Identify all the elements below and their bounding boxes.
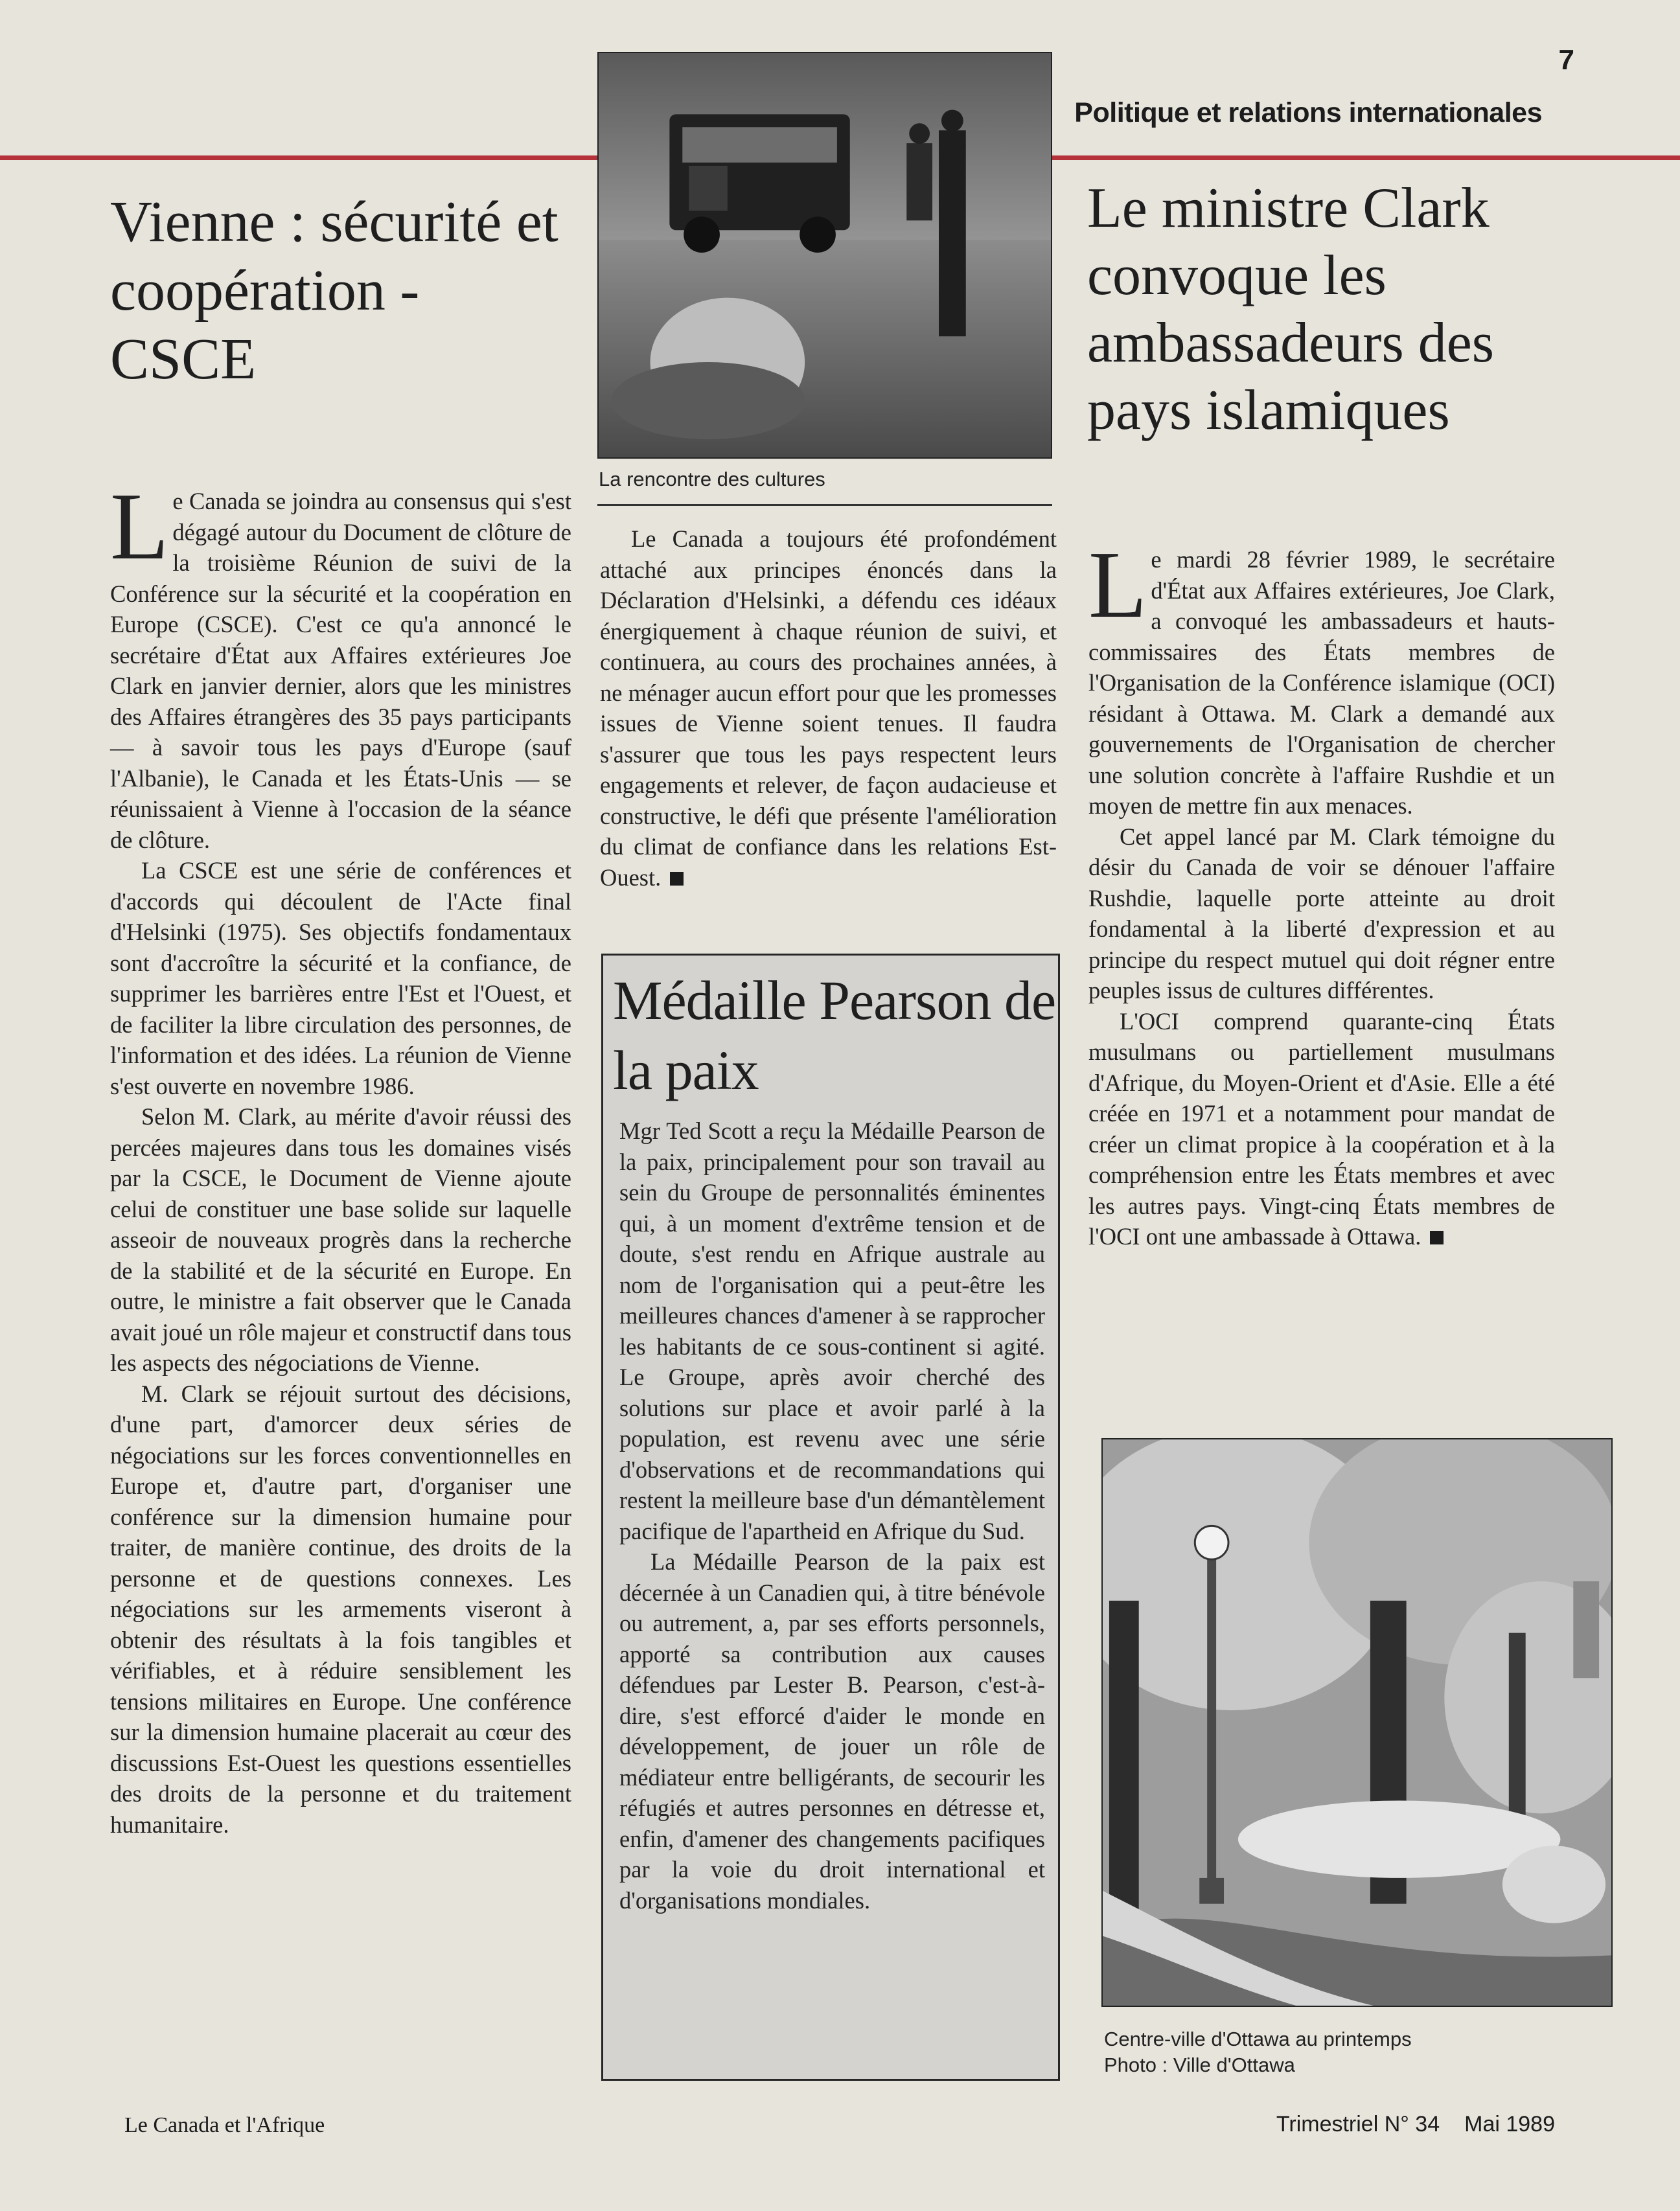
sidebar-paragraph-1: Mgr Ted Scott a reçu la Médaille Pearson de la paix, principalement pour son travail au sein du Groupe de personnalités éminentes qui, à un moment d'extrême tension et de doute, s'est rendu en Afrique australe au nom de l'organisation qui a peut-être les meilleures chances d'amener à se rapprocher les habitants de ce sous-continent si agité. Le Groupe, après avoir cherché des solutions sur place et avoir parlé à la population, est revenu avec une série d'observations et de recommandations qui restent la meilleure base d'un démantèlement pacifique de l'apartheid en Afrique du Sud. xyxy=(619,1117,1045,1544)
sidebar-body xyxy=(619,1116,1045,1916)
right-paragraph-3: L'OCI comprend quarante-cinq États musulmans ou partiellement musulmans d'Afrique, du Moyen-Orient et d'Asie. Elle a été créée en 1971 et a notamment pour mandat de créer un climat propice à la coopération et à la compréhension entre les États membres et avec les autres pays. Vingt-cinq États membres de l'OCI ont une ambassade à Ottawa. xyxy=(1088,1007,1555,1250)
photo-ottawa-caption xyxy=(1104,2026,1558,2078)
sidebar-paragraph-2: La Médaille Pearson de la paix est décernée à un Canadien qui, à titre bénévole ou autrement, a, par ses efforts personnels, apporté sa contribution aux causes défendues par Lester B. Pearson, c'est-à-dire, s'est efforcé d'aider le monde en développement, de jouer un rôle de médiateur entre belligérants, de secourir les réfugiés et autres personnes en détresse et, enfin, d'amener des changements pacifiques par la voie du droit international et d'organisations mondiales. xyxy=(619,1548,1045,1914)
sidebar-title: Médaille Pearson de la paix xyxy=(613,969,1056,1101)
red-rule-right xyxy=(1052,155,1680,160)
footer-publication: Le Canada et l'Afrique xyxy=(124,2113,325,2137)
page-number: 7 xyxy=(1558,44,1574,76)
right-paragraph-1: Le mardi 28 février 1989, le secrétaire d'État aux Affaires extérieures, Joe Clark, a convoqué les ambassadeurs et hauts-commissaires des États membres de l'Organisation de la Conférence islamique (OCI) résidant à Ottawa. M. Clark a demandé aux gouvernements de l'Organisation de chercher une solution concrète à l'affaire Rushdie et un moyen de mettre fin aux menaces. xyxy=(1088,532,1555,819)
photo-ottawa-caption-line-2: Photo : Ville d'Ottawa xyxy=(1104,2054,1295,2076)
left-article-body xyxy=(110,474,571,1840)
right-paragraph-2: Cet appel lancé par M. Clark témoigne du désir du Canada de voir se dénouer l'affaire Rushdie, laquelle porte atteinte au droit fondamental à la liberté d'expression et au principe du respect mutuel qui doit régner entre peuples issus de cultures différentes. xyxy=(1088,823,1555,1003)
right-dropcap: L xyxy=(1088,532,1147,638)
left-paragraph-4: M. Clark se réjouit surtout des décisions, d'une part, d'amorcer deux séries de négociations sur les forces conventionnelles en Europe et, d'autre part, d'organiser une conférence sur la dimension humaine pour traiter, de manière continue, des droits de la personne et de questions connexes. Les négociations sur les armements viseront à obtenir des résultats à la fois tangibles et vérifiables, et à réduire sensiblement les tensions militaires en Europe. Une conférence sur la dimension humaine placerait au cœur des discussions Est-Ouest les questions essentielles des droits de la personne et du traitement humanitaire. xyxy=(110,1380,571,1838)
photo-ottawa-illustration xyxy=(1103,1439,1611,2006)
photo-ottawa xyxy=(1101,1438,1613,2007)
photo-ottawa-caption-line-1: Centre-ville d'Ottawa au printemps xyxy=(1104,2028,1412,2050)
photo-cultures-caption: La rencontre des cultures xyxy=(599,468,825,490)
red-rule-left xyxy=(0,155,597,160)
end-mark xyxy=(670,872,684,886)
footer-issue: Trimestriel N° 34 xyxy=(1276,2112,1440,2137)
caption-rule xyxy=(597,504,1052,506)
right-article-title: Le ministre Clark convoque les ambassadeurs des pays islamiques xyxy=(1087,177,1495,442)
mid-article-body xyxy=(600,523,1057,893)
photo-cultures-illustration xyxy=(599,53,1051,457)
left-paragraph-3: Selon M. Clark, au mérite d'avoir réussi des percées majeures dans tous les domaines visés par la CSCE, le Document de Vienne ajoute celui de constituer une base solide sur laquelle asseoir de nouveaux progrès dans la recherche de la stabilité et de la sécurité en Europe. En outre, le ministre a fait observer que le Canada avait joué un rôle majeur et constructif dans tous les aspects des négociations de Vienne. xyxy=(110,1103,571,1376)
section-title: Politique et relations internationales xyxy=(1074,97,1542,128)
left-paragraph-2: La CSCE est une série de conférences et d'accords qui découlent de l'Acte final d'Helsinki (1975). Ses objectifs fondamentaux sont d'accroître la sécurité et la confiance, de supprimer les barrières entre l'Est et l'Ouest, et de faciliter la libre circulation des personnes, de l'information et des idées. La réunion de Vienne s'est ouverte en novembre 1986. xyxy=(110,857,571,1099)
left-dropcap: L xyxy=(110,474,169,580)
right-article-body xyxy=(1088,532,1555,1252)
end-mark xyxy=(1430,1231,1444,1244)
footer-date: Mai 1989 xyxy=(1464,2112,1555,2137)
left-article-title: Vienne : sécurité et coopération - CSCE xyxy=(110,190,558,391)
footer-issue-info xyxy=(1231,2112,1555,2137)
left-paragraph-1: Le Canada se joindra au consensus qui s'est dégagé autour du Document de clôture de la troisième Réunion de suivi de la Conférence sur la sécurité et la coopération en Europe (CSCE). C'est ce qu'a annoncé le secrétaire d'État aux Affaires extérieures Joe Clark en janvier dernier, alors que les ministres des Affaires étrangères des 35 pays participants — à savoir tous les pays d'Europe (sauf l'Albanie), le Canada et les États-Unis — se réunissaient à Vienne à l'occasion de la séance de clôture. xyxy=(110,474,571,853)
mid-paragraph-1: Le Canada a toujours été profondément attaché aux principes énoncés dans la Déclaration d'Helsinki, a défendu ces idéaux énergiquement à chaque réunion de suivi, et continuera, au cours des prochaines années, à ne ménager aucun effort pour que les promesses issues de Vienne soient tenues. Il faudra s'assurer que tous les pays respectent leurs engagements et relever, de façon audacieuse et constructive, le défi que présente l'amélioration du climat de confiance dans les relations Est-Ouest. xyxy=(600,525,1057,891)
photo-cultures xyxy=(597,52,1052,459)
